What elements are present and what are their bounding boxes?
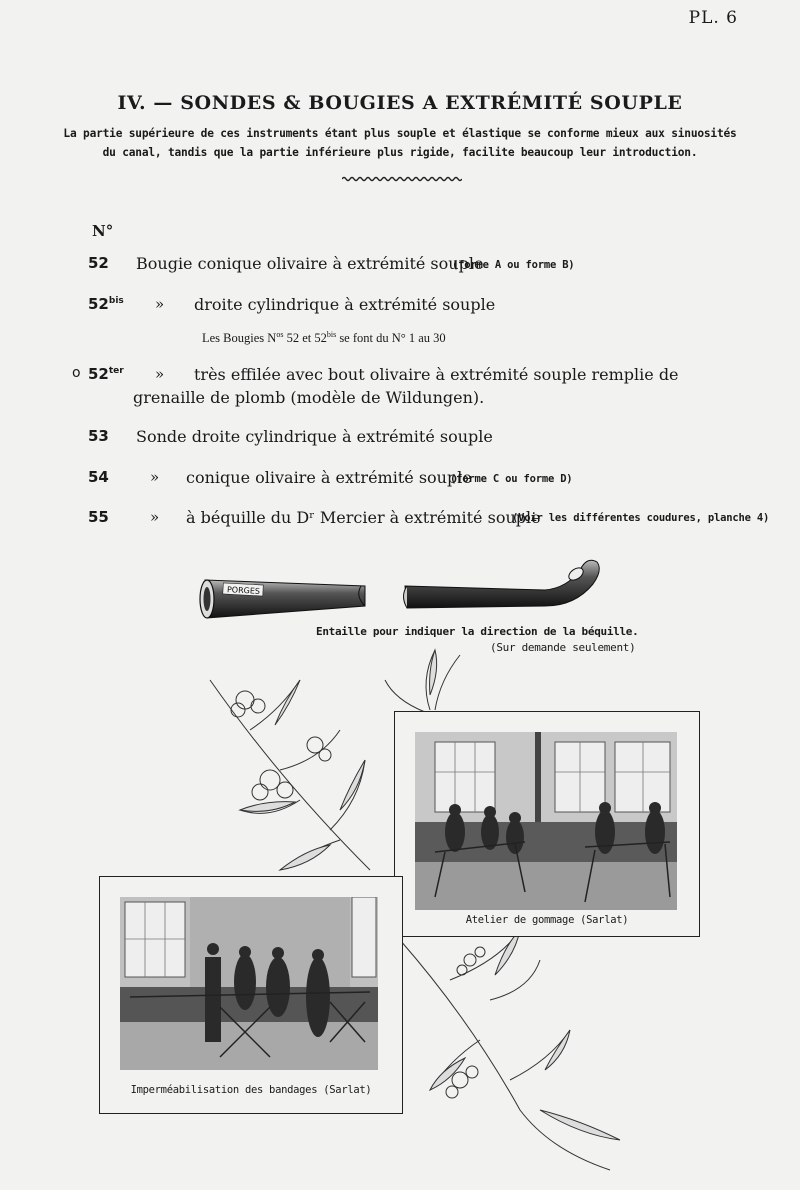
wavy-divider [342, 174, 462, 184]
photo-frame-impermeabilisation [99, 876, 403, 1114]
item-number: $52^{bis}$ [88, 295, 124, 313]
item-description: Sonde droite cylindrique à extrémité souple [136, 427, 493, 446]
item-number: 55 [88, 508, 109, 526]
item-description: Bougie conique olivaire à extrémité souple [136, 254, 484, 273]
item-number: 54 [88, 468, 109, 486]
availability-marker: o [72, 365, 81, 381]
photo-caption: Imperméabilisation des bandages (Sarlat) [130, 1084, 372, 1096]
maker-stamp: PORGES [226, 585, 261, 596]
ditto-mark: » [155, 365, 165, 383]
item-description: droite cylindrique à extrémité souple [194, 295, 496, 314]
number-header: N° [92, 222, 114, 240]
item-number: 52 [88, 254, 109, 272]
item-note: (forme C ou forme D) [450, 473, 573, 485]
section-title: IV. — SONDES & BOUGIES A EXTRÉMITÉ SOUPLE [117, 92, 683, 114]
intro-line-1: La partie supérieure de ces instruments étant plus souple et élastique se conforme mieux aux sinuosités [63, 127, 737, 140]
item-number: 53 [88, 427, 109, 445]
item-description: conique olivaire à extrémité souple [186, 468, 472, 487]
intro-paragraph [60, 124, 740, 162]
workshop-photo [415, 732, 677, 910]
plate-number: PL. 6 [688, 8, 738, 28]
size-note: Les Bougies $N^{os}$ 52 et $52^{bis}$ se font du N° 1 au 30 [202, 330, 446, 346]
photo-caption: Atelier de gommage (Sarlat) [465, 914, 629, 926]
item-note: (Voir les différentes coudures, planche 4) [512, 512, 770, 524]
bougie-illustration [195, 548, 605, 623]
item-note: (forme A ou forme B) [452, 259, 575, 271]
item-description: à béquille du Dʳ Mercier à extrémité souple [186, 508, 541, 527]
ditto-mark: » [150, 508, 160, 526]
item-number: $52^{ter}$ [88, 365, 124, 383]
photo-frame-gommage [394, 711, 700, 937]
workroom-photo [120, 897, 378, 1070]
item-description-continued: grenaille de plomb (modèle de Wildungen). [133, 388, 485, 407]
intro-line-2: du canal, tandis que la partie inférieure plus rigide, facilite beaucoup leur introduction. [102, 146, 698, 159]
ditto-mark: » [150, 468, 160, 486]
item-description: très effilée avec bout olivaire à extrémité souple remplie de [194, 365, 679, 384]
instrument-caption: Entaille pour indiquer la direction de la béquille. [316, 625, 639, 638]
ditto-mark: » [155, 295, 165, 313]
instrument-subcaption: (Sur demande seulement) [490, 641, 636, 654]
